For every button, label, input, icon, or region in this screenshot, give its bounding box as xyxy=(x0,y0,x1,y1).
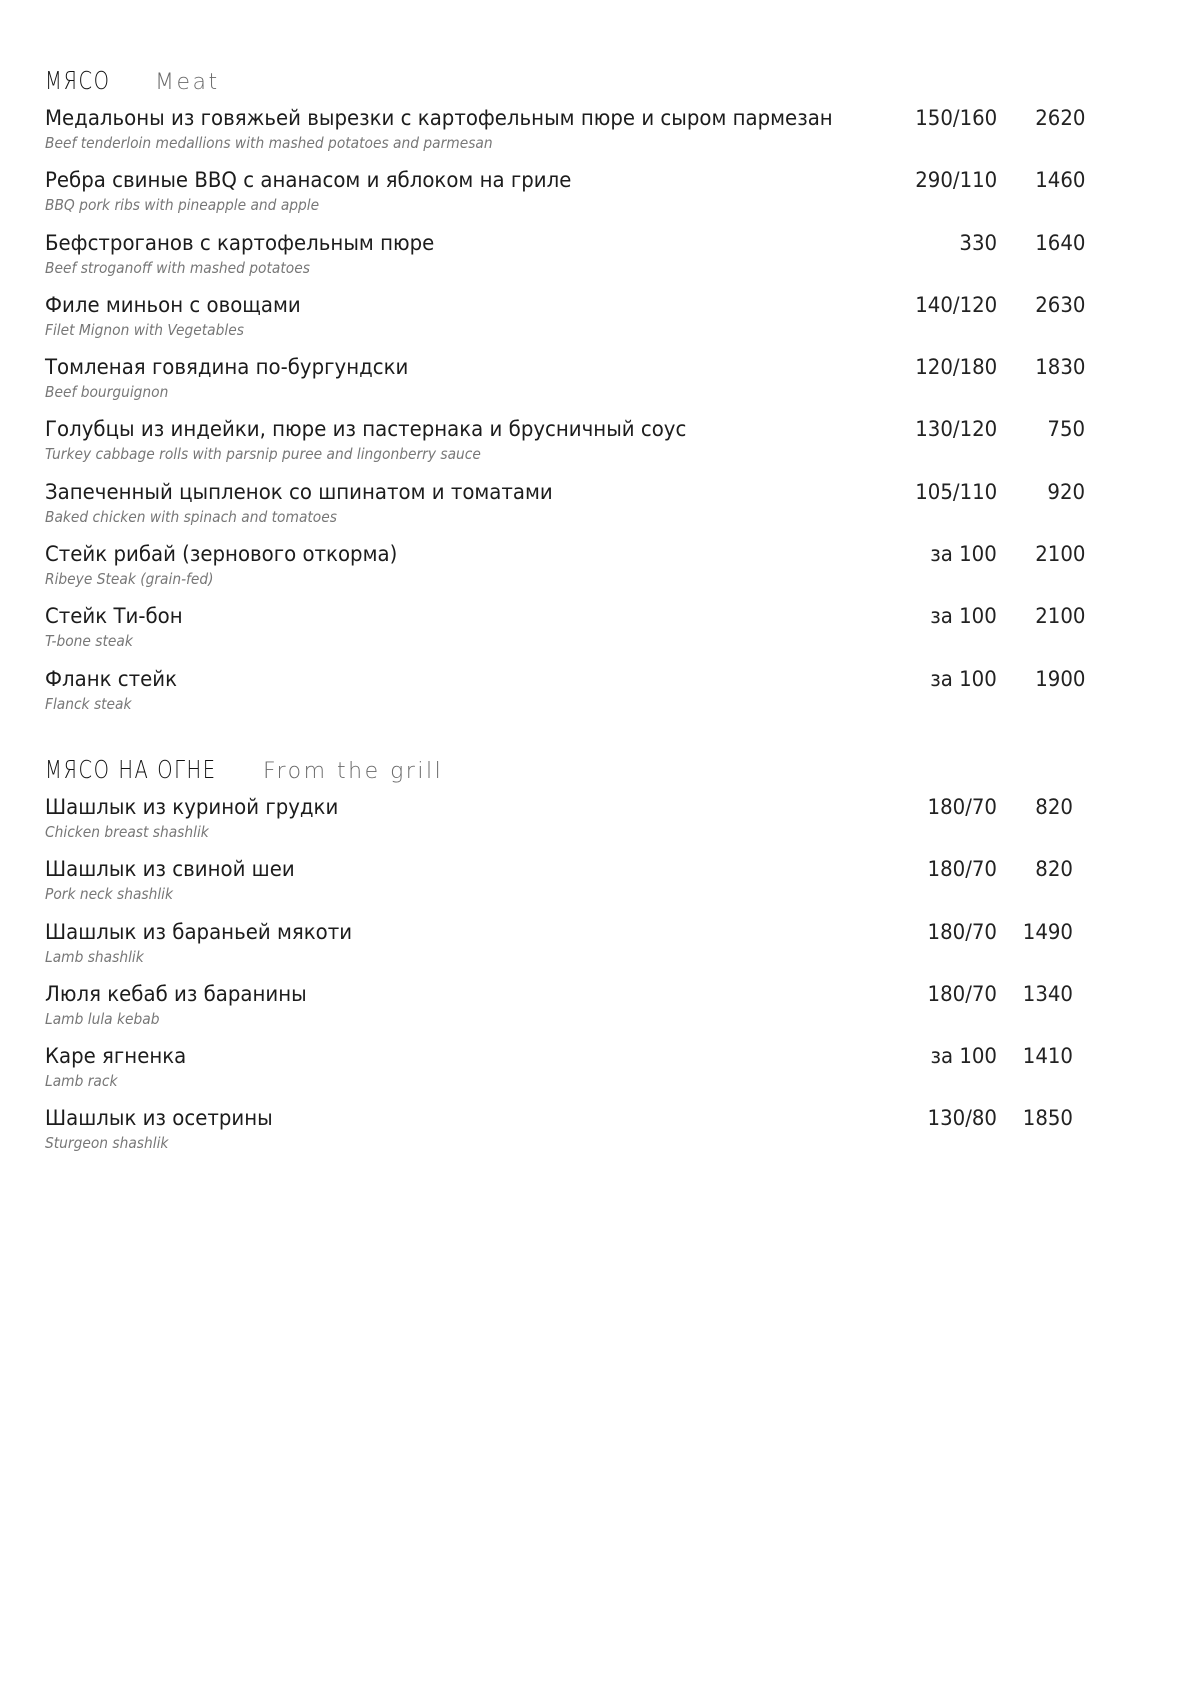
dish-price: 1640 xyxy=(1034,230,1085,255)
dish-description: Turkey cabbage rolls with parsnip puree and lingonberry sauce xyxy=(45,445,481,464)
dish-name: Шашлык из бараньей мякоти xyxy=(45,919,353,944)
section-title-ru: МЯСО xyxy=(45,66,111,95)
section-title-en: From the grill xyxy=(263,759,444,784)
dish-weight: 180/70 xyxy=(927,795,997,819)
dish-price: 2100 xyxy=(1034,604,1085,629)
menu-list xyxy=(45,795,1085,1169)
dish-name: Шашлык из осетрины xyxy=(45,1106,273,1131)
dish-price: 750 xyxy=(1047,417,1085,442)
dish-description: T-bone steak xyxy=(45,632,133,651)
dish-description: Lamb lula kebab xyxy=(45,1009,160,1028)
dish-price: 1340 xyxy=(1022,981,1073,1006)
menu-item xyxy=(45,667,1085,729)
dish-name: Бефстроганов с картофельным пюре xyxy=(45,230,435,255)
dish-name: Фланк стейк xyxy=(45,666,178,691)
dish-description: Beef stroganoff with mashed potatoes xyxy=(45,258,310,277)
dish-description: BBQ pork ribs with pineapple and apple xyxy=(45,196,320,215)
menu-item xyxy=(45,231,1085,293)
section-header xyxy=(45,66,1085,106)
dish-weight: за 100 xyxy=(930,542,997,567)
menu-item xyxy=(45,857,1085,919)
section-title-ru: МЯСО НА ОГНЕ xyxy=(45,755,217,784)
dish-description: Ribeye Steak (grain-fed) xyxy=(45,570,214,589)
dish-description: Baked chicken with spinach and tomatoes xyxy=(45,507,337,526)
dish-name: Ребра свиные BBQ с ананасом и яблоком на гриле xyxy=(45,168,572,193)
dish-weight: за 100 xyxy=(930,604,997,629)
dish-name: Стейк рибай (зернового откорма) xyxy=(45,542,398,567)
dish-name: Стейк Ти-бон xyxy=(45,604,183,629)
dish-weight: 290/110 xyxy=(914,168,997,193)
dish-price: 1830 xyxy=(1034,355,1085,380)
dish-weight: 105/110 xyxy=(914,479,997,504)
dish-description: Pork neck shashlik xyxy=(45,885,174,904)
section-grill xyxy=(45,755,1085,1169)
menu-item xyxy=(45,417,1085,479)
dish-weight: за 100 xyxy=(930,666,997,691)
dish-weight: 150/160 xyxy=(914,106,997,130)
section-header xyxy=(45,755,1085,795)
menu-item xyxy=(45,920,1085,982)
menu-item xyxy=(45,480,1085,542)
dish-description: Beef tenderloin medallions with mashed potatoes and parmesan xyxy=(45,134,493,152)
dish-name: Шашлык из свиной шеи xyxy=(45,857,295,882)
dish-name: Каре ягненка xyxy=(45,1044,187,1069)
dish-price: 2620 xyxy=(1034,106,1085,130)
dish-weight: 180/70 xyxy=(927,857,997,882)
menu-item xyxy=(45,604,1085,666)
dish-description: Sturgeon shashlik xyxy=(45,1134,169,1153)
dish-name: Шашлык из куриной грудки xyxy=(45,795,339,819)
dish-weight: 130/80 xyxy=(927,1106,997,1131)
dish-price: 920 xyxy=(1047,479,1085,504)
dish-price: 820 xyxy=(1035,857,1073,882)
dish-description: Chicken breast shashlik xyxy=(45,823,209,841)
dish-name: Запеченный цыпленок со шпинатом и томатами xyxy=(45,479,553,504)
dish-name: Филе миньон с овощами xyxy=(45,292,301,317)
dish-weight: за 100 xyxy=(930,1044,997,1069)
menu-item xyxy=(45,542,1085,604)
menu-item xyxy=(45,1044,1085,1106)
menu-list xyxy=(45,106,1085,729)
dish-description: Beef bourguignon xyxy=(45,383,169,402)
menu-item xyxy=(45,293,1085,355)
dish-price: 1850 xyxy=(1022,1106,1073,1131)
dish-price: 1490 xyxy=(1022,919,1073,944)
dish-price: 2100 xyxy=(1034,542,1085,567)
dish-name: Медальоны из говяжьей вырезки с картофельным пюре и сыром пармезан xyxy=(45,106,833,130)
dish-weight: 180/70 xyxy=(927,981,997,1006)
menu-item xyxy=(45,1106,1085,1168)
menu-item xyxy=(45,355,1085,417)
dish-name: Томленая говядина по-бургундски xyxy=(45,355,409,380)
section-title-en: Meat xyxy=(155,70,220,95)
menu-item xyxy=(45,795,1085,857)
dish-weight: 140/120 xyxy=(914,292,997,317)
dish-name: Люля кебаб из баранины xyxy=(45,981,307,1006)
dish-price: 1410 xyxy=(1022,1044,1073,1069)
dish-description: Lamb shashlik xyxy=(45,947,144,966)
section-meat xyxy=(45,66,1085,729)
dish-price: 1460 xyxy=(1034,168,1085,193)
dish-weight: 120/180 xyxy=(914,355,997,380)
menu-item xyxy=(45,106,1085,168)
dish-weight: 180/70 xyxy=(927,919,997,944)
dish-weight: 330 xyxy=(959,230,997,255)
menu-item xyxy=(45,982,1085,1044)
dish-description: Flanck steak xyxy=(45,694,132,713)
dish-price: 820 xyxy=(1035,795,1073,819)
dish-price: 1900 xyxy=(1034,666,1085,691)
dish-name: Голубцы из индейки, пюре из пастернака и брусничный соус xyxy=(45,417,687,442)
menu-item xyxy=(45,168,1085,230)
dish-price: 2630 xyxy=(1034,292,1085,317)
dish-description: Filet Mignon with Vegetables xyxy=(45,320,244,339)
dish-weight: 130/120 xyxy=(914,417,997,442)
dish-description: Lamb rack xyxy=(45,1072,118,1091)
